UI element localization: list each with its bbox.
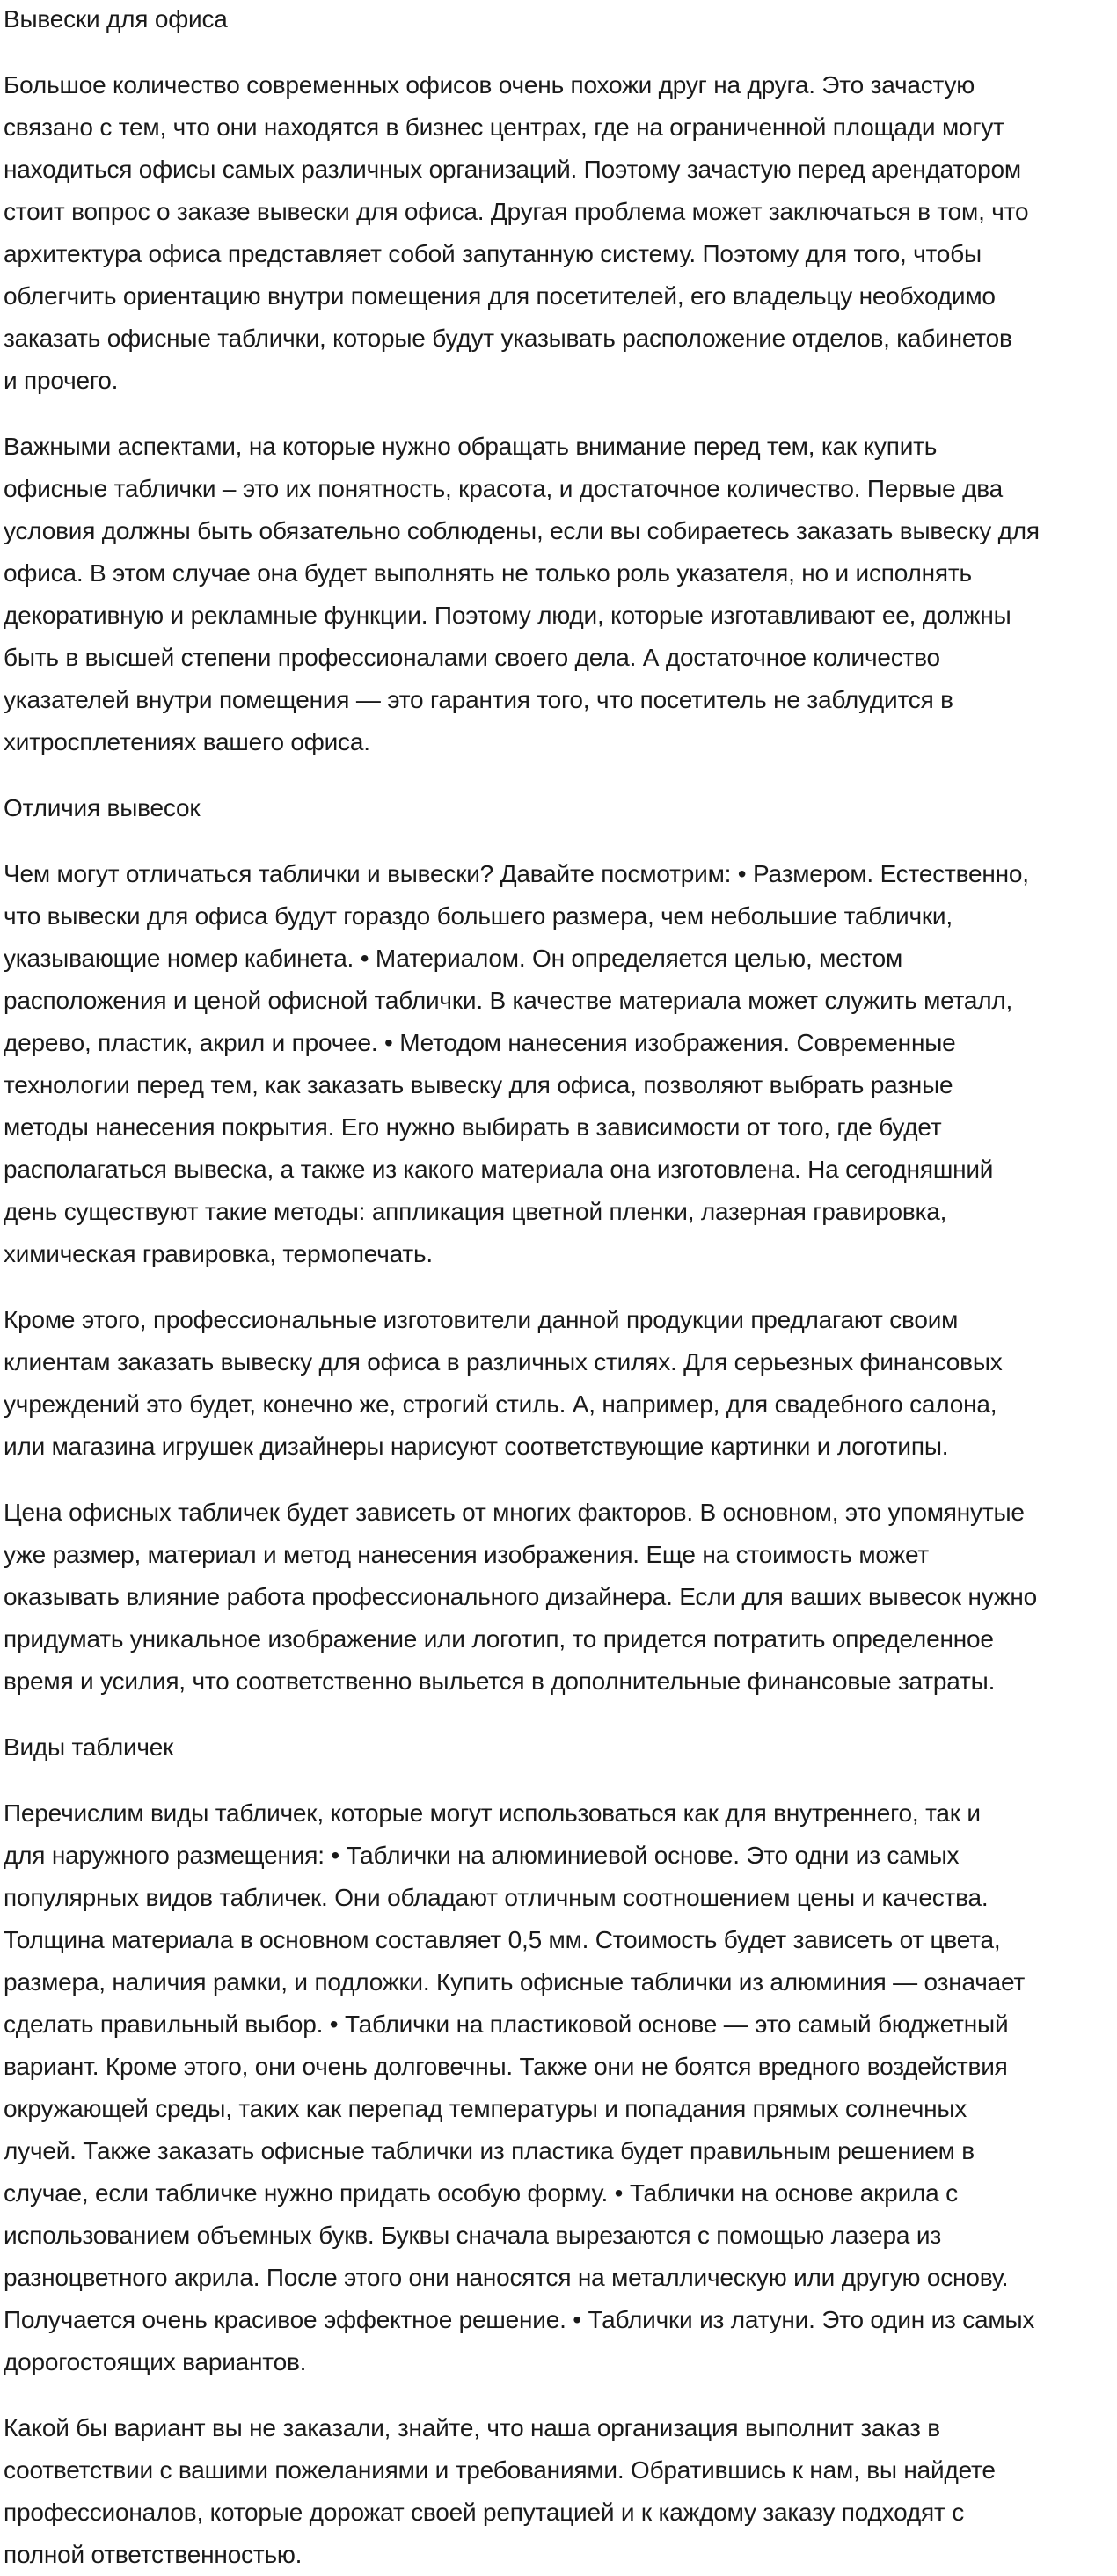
paragraph (4, 64, 1113, 402)
text-line: архитектура офиса представляет собой запутанную систему. Поэтому для того, чтобы (4, 240, 982, 267)
text-line: Толщина материала в основном составляет 0,5 мм. Стоимость будет зависеть от цвета, (4, 1926, 1001, 1953)
paragraph (4, 2407, 1113, 2576)
text-line: указателей внутри помещения — это гарантия того, что посетитель не заблудится в (4, 686, 953, 713)
text-line: для наружного размещения: • Таблички на алюминиевой основе. Это одни из самых (4, 1842, 960, 1869)
text-line: Отличия вывесок (4, 794, 201, 821)
text-line: заказать офисные таблички, которые будут указывать расположение отделов, кабинетов (4, 325, 1012, 352)
text-line: быть в высшей степени профессионалами своего дела. А достаточное количество (4, 644, 940, 671)
text-line: декоративную и рекламные функции. Поэтому люди, которые изготавливают ее, должны (4, 602, 1011, 629)
text-line: сделать правильный выбор. • Таблички на пластиковой основе — это самый бюджетный (4, 2010, 1009, 2038)
text-line: химическая гравировка, термопечать. (4, 1240, 433, 1267)
text-line: Большое количество современных офисов очень похожи друг на друга. Это зачастую (4, 71, 975, 99)
paragraph (4, 426, 1113, 763)
text-line: дорогостоящих вариантов. (4, 2348, 307, 2375)
text-line: придумать уникальное изображение или логотип, то придется потратить определенное (4, 1625, 994, 1653)
text-line: окружающей среды, таких как перепад температуры и попадания прямых солнечных (4, 2095, 967, 2122)
paragraph (4, 1492, 1113, 1703)
text-line: разноцветного акрила. После этого они наносятся на металлическую или другую основу. (4, 2264, 1009, 2291)
text-line: методы нанесения покрытия. Его нужно выбирать в зависимости от того, где будет (4, 1113, 942, 1141)
text-line: день существуют такие методы: аппликация цветной пленки, лазерная гравировка, (4, 1198, 947, 1225)
text-line: связано с тем, что они находятся в бизнес центрах, где на ограниченной площади могут (4, 113, 1004, 141)
text-line: Чем могут отличаться таблички и вывески? Давайте посмотрим: • Размером. Естественно, (4, 860, 1029, 887)
text-line: что вывески для офиса будут гораздо большего размера, чем небольшие таблички, (4, 902, 953, 930)
text-line: технологии перед тем, как заказать вывеску для офиса, позволяют выбрать разные (4, 1071, 953, 1098)
section-heading (4, 787, 1113, 829)
text-line: стоит вопрос о заказе вывески для офиса. Другая проблема может заключаться в том, что (4, 198, 1029, 225)
text-line: офисные таблички – это их понятность, красота, и достаточное количество. Первые два (4, 475, 1003, 502)
text-line: располагаться вывеска, а также из какого материала она изготовлена. На сегодняшний (4, 1156, 994, 1183)
text-line: Какой бы вариант вы не заказали, знайте, что наша организация выполнит заказ в (4, 2414, 940, 2441)
text-line: офиса. В этом случае она будет выполнять не только роль указателя, но и исполнять (4, 559, 972, 587)
document-title (4, 0, 1113, 40)
text-line: Важными аспектами, на которые нужно обращать внимание перед тем, как купить (4, 433, 938, 460)
text-line: Получается очень красивое эффектное решение. • Таблички из латуни. Это один из самых (4, 2306, 1035, 2333)
text-line: Кроме этого, профессиональные изготовители данной продукции предлагают своим (4, 1306, 959, 1333)
section-heading (4, 1726, 1113, 1769)
paragraph (4, 1299, 1113, 1468)
text-line: клиентам заказать вывеску для офиса в различных стилях. Для серьезных финансовых (4, 1348, 1003, 1376)
text-line: профессионалов, которые дорожат своей репутацией и к каждому заказу подходят с (4, 2499, 964, 2526)
text-line: и прочего. (4, 367, 119, 394)
text-line: случае, если табличке нужно придать особую форму. • Таблички на основе акрила с (4, 2179, 958, 2207)
text-line: хитросплетениях вашего офиса. (4, 728, 370, 755)
text-line: дерево, пластик, акрил и прочее. • Методом нанесения изображения. Современные (4, 1029, 956, 1056)
text-line: Цена офисных табличек будет зависеть от многих факторов. В основном, это упомянутые (4, 1499, 1025, 1526)
text-line: указывающие номер кабинета. • Материалом. Он определяется целью, местом (4, 945, 903, 972)
paragraph (4, 1792, 1113, 2383)
text-line: или магазина игрушек дизайнеры нарисуют соответствующие картинки и логотипы. (4, 1433, 949, 1460)
text-line: использованием объемных букв. Буквы сначала вырезаются с помощью лазера из (4, 2222, 941, 2249)
paragraph (4, 853, 1113, 1275)
text-line: полной ответственностью. (4, 2541, 303, 2568)
text-line: учреждений это будет, конечно же, строгий стиль. А, например, для свадебного салона, (4, 1390, 997, 1418)
text-line: популярных видов табличек. Они обладают отличным соотношением цены и качества. (4, 1884, 989, 1911)
text-line: уже размер, материал и метод нанесения изображения. Еще на стоимость может (4, 1541, 930, 1568)
text-line: лучей. Также заказать офисные таблички из пластика будет правильным решением в (4, 2137, 975, 2164)
text-line: Перечислим виды табличек, которые могут использоваться как для внутреннего, так и (4, 1799, 981, 1827)
text-line: находиться офисы самых различных организаций. Поэтому зачастую перед арендатором (4, 156, 1021, 183)
text-line: Виды табличек (4, 1733, 174, 1761)
text-line: облегчить ориентацию внутри помещения для посетителей, его владельцу необходимо (4, 282, 996, 310)
text-line: расположения и ценой офисной таблички. В качестве материала может служить металл, (4, 987, 1013, 1014)
text-line: вариант. Кроме этого, они очень долговечны. Также они не боятся вредного воздействия (4, 2053, 1008, 2080)
text-line: соответствии с вашими пожеланиями и требованиями. Обратившись к нам, вы найдете (4, 2456, 996, 2484)
text-line: Вывески для офиса (4, 5, 228, 33)
text-line: время и усилия, что соответственно выльется в дополнительные финансовые затраты. (4, 1667, 996, 1695)
text-line: условия должны быть обязательно соблюдены, если вы собираетесь заказать вывеску для (4, 517, 1040, 544)
text-line: размера, наличия рамки, и подложки. Купить офисные таблички из алюминия — означает (4, 1968, 1026, 1996)
text-line: оказывать влияние работа профессионального дизайнера. Если для ваших вывесок нужно (4, 1583, 1037, 1610)
